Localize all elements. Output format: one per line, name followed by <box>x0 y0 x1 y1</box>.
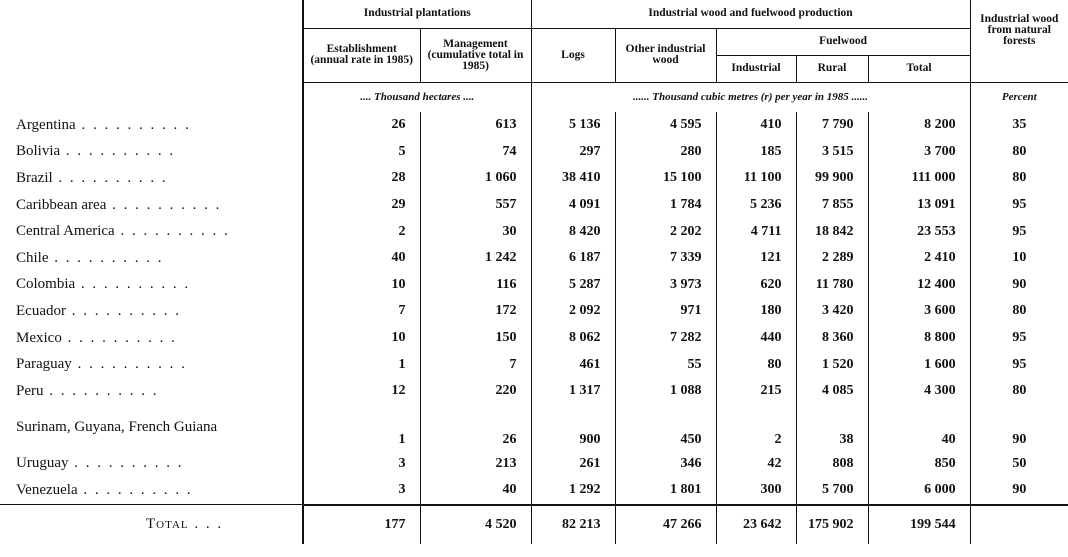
leader-dots: . . . . . . . . . . <box>65 302 181 319</box>
country-label: Brazil . . . . . . . . . . <box>0 165 303 192</box>
total-mgmt: 4 520 <box>420 505 531 544</box>
table-row <box>0 477 1068 505</box>
cell-pct: 50 <box>970 451 1068 478</box>
cell-est: 28 <box>303 165 420 192</box>
cell-other: 971 <box>615 298 716 325</box>
cell-logs: 38 410 <box>531 165 615 192</box>
header-establishment: Establishment (annual rate in 1985) <box>303 28 420 82</box>
unit-cubic-metres: ...... Thousand cubic metres (r) per year in 1985 ...... <box>531 82 970 112</box>
cell-ind: 215 <box>716 378 796 405</box>
unit-hectares: .... Thousand hectares .... <box>303 82 531 112</box>
cell-logs: 6 187 <box>531 245 615 272</box>
table-row <box>0 272 1068 299</box>
cell-total: 6 000 <box>868 477 970 505</box>
cell-est: 40 <box>303 245 420 272</box>
cell-rural: 38 <box>796 405 868 451</box>
cell-ind: 2 <box>716 405 796 451</box>
header-management: Management (cumulative total in 1985) <box>420 28 531 82</box>
cell-other: 2 202 <box>615 218 716 245</box>
leader-dots: . . . . . . . . . . <box>61 329 177 346</box>
total-est: 177 <box>303 505 420 544</box>
cell-total: 111 000 <box>868 165 970 192</box>
cell-ind: 440 <box>716 325 796 352</box>
country-label: Colombia . . . . . . . . . . <box>0 272 303 299</box>
cell-ind: 5 236 <box>716 192 796 219</box>
leader-dots: . . . . . . . . . . <box>75 116 191 133</box>
cell-ind: 185 <box>716 139 796 166</box>
cell-pct: 80 <box>970 139 1068 166</box>
cell-logs: 1 292 <box>531 477 615 505</box>
cell-pct: 95 <box>970 218 1068 245</box>
cell-ind: 4 711 <box>716 218 796 245</box>
cell-pct: 95 <box>970 351 1068 378</box>
leader-dots: . . . . . . . . . . <box>106 196 222 213</box>
country-label: Peru . . . . . . . . . . <box>0 378 303 405</box>
cell-est: 10 <box>303 272 420 299</box>
leader-dots: . . . . . . . . . . <box>75 276 191 293</box>
total-row <box>0 505 1068 544</box>
total-label: Total . . . <box>0 505 303 544</box>
cell-other: 7 339 <box>615 245 716 272</box>
cell-est: 7 <box>303 298 420 325</box>
cell-rural: 11 780 <box>796 272 868 299</box>
cell-other: 450 <box>615 405 716 451</box>
cell-mgmt: 40 <box>420 477 531 505</box>
cell-total: 23 553 <box>868 218 970 245</box>
cell-total: 2 410 <box>868 245 970 272</box>
table-row <box>0 139 1068 166</box>
cell-pct: 90 <box>970 477 1068 505</box>
cell-pct: 80 <box>970 378 1068 405</box>
cell-logs: 297 <box>531 139 615 166</box>
cell-pct: 90 <box>970 272 1068 299</box>
table-row <box>0 378 1068 405</box>
country-label: Bolivia . . . . . . . . . . <box>0 139 303 166</box>
cell-pct: 90 <box>970 405 1068 451</box>
cell-est: 1 <box>303 351 420 378</box>
cell-pct: 35 <box>970 112 1068 139</box>
header-fuelwood: Fuelwood <box>716 28 970 55</box>
cell-logs: 1 317 <box>531 378 615 405</box>
unit-percent: Percent <box>970 82 1068 112</box>
cell-other: 346 <box>615 451 716 478</box>
country-label: Paraguay . . . . . . . . . . <box>0 351 303 378</box>
country-label: Uruguay . . . . . . . . . . <box>0 451 303 478</box>
cell-other: 280 <box>615 139 716 166</box>
cell-rural: 7 855 <box>796 192 868 219</box>
cell-other: 15 100 <box>615 165 716 192</box>
country-label: Ecuador . . . . . . . . . . <box>0 298 303 325</box>
cell-other: 55 <box>615 351 716 378</box>
cell-rural: 2 289 <box>796 245 868 272</box>
cell-ind: 42 <box>716 451 796 478</box>
table-row <box>0 192 1068 219</box>
cell-est: 1 <box>303 405 420 451</box>
table-row <box>0 325 1068 352</box>
total-ind: 23 642 <box>716 505 796 544</box>
cell-logs: 461 <box>531 351 615 378</box>
header-fuel-rural: Rural <box>796 55 868 82</box>
cell-other: 3 973 <box>615 272 716 299</box>
country-label: Mexico . . . . . . . . . . <box>0 325 303 352</box>
table-row <box>0 218 1068 245</box>
table-row <box>0 351 1068 378</box>
cell-total: 3 600 <box>868 298 970 325</box>
cell-pct: 10 <box>970 245 1068 272</box>
country-label: Chile . . . . . . . . . . <box>0 245 303 272</box>
leader-dots: . . . . . . . . . . <box>77 482 193 499</box>
cell-pct: 80 <box>970 165 1068 192</box>
table-row <box>0 165 1068 192</box>
country-label: Venezuela . . . . . . . . . . <box>0 477 303 505</box>
cell-mgmt: 74 <box>420 139 531 166</box>
cell-est: 26 <box>303 112 420 139</box>
leader-dots: . . . . . . . . . . <box>48 249 164 266</box>
total-logs: 82 213 <box>531 505 615 544</box>
cell-est: 12 <box>303 378 420 405</box>
header-wood-production: Industrial wood and fuelwood production <box>531 0 970 28</box>
cell-other: 1 784 <box>615 192 716 219</box>
table-row <box>0 451 1068 478</box>
leader-dots: . . . . . . . . . . <box>71 356 187 373</box>
header-fuel-total: Total <box>868 55 970 82</box>
cell-mgmt: 613 <box>420 112 531 139</box>
cell-rural: 3 420 <box>796 298 868 325</box>
cell-ind: 80 <box>716 351 796 378</box>
table-row <box>0 245 1068 272</box>
cell-rural: 5 700 <box>796 477 868 505</box>
cell-logs: 900 <box>531 405 615 451</box>
cell-ind: 11 100 <box>716 165 796 192</box>
cell-rural: 7 790 <box>796 112 868 139</box>
table-row <box>0 405 1068 451</box>
country-label: Central America . . . . . . . . . . <box>0 218 303 245</box>
cell-mgmt: 213 <box>420 451 531 478</box>
cell-rural: 8 360 <box>796 325 868 352</box>
cell-total: 8 200 <box>868 112 970 139</box>
cell-ind: 410 <box>716 112 796 139</box>
cell-ind: 121 <box>716 245 796 272</box>
header-other-industrial-wood: Other industrial wood <box>615 28 716 82</box>
cell-total: 1 600 <box>868 351 970 378</box>
cell-est: 10 <box>303 325 420 352</box>
total-rural: 175 902 <box>796 505 868 544</box>
cell-pct: 95 <box>970 325 1068 352</box>
header-natural-forests: Industrial wood from natural forests <box>970 0 1068 82</box>
cell-logs: 261 <box>531 451 615 478</box>
cell-est: 3 <box>303 477 420 505</box>
cell-ind: 180 <box>716 298 796 325</box>
cell-mgmt: 116 <box>420 272 531 299</box>
cell-est: 3 <box>303 451 420 478</box>
cell-total: 40 <box>868 405 970 451</box>
cell-rural: 3 515 <box>796 139 868 166</box>
country-label: Argentina . . . . . . . . . . <box>0 112 303 139</box>
cell-total: 13 091 <box>868 192 970 219</box>
cell-logs: 2 092 <box>531 298 615 325</box>
cell-logs: 4 091 <box>531 192 615 219</box>
cell-logs: 5 136 <box>531 112 615 139</box>
cell-mgmt: 220 <box>420 378 531 405</box>
cell-total: 3 700 <box>868 139 970 166</box>
cell-mgmt: 557 <box>420 192 531 219</box>
cell-mgmt: 30 <box>420 218 531 245</box>
cell-logs: 8 420 <box>531 218 615 245</box>
cell-mgmt: 1 060 <box>420 165 531 192</box>
cell-pct: 80 <box>970 298 1068 325</box>
header-logs: Logs <box>531 28 615 82</box>
leader-dots: . . . . . . . . . . <box>68 455 184 472</box>
cell-rural: 18 842 <box>796 218 868 245</box>
cell-other: 1 801 <box>615 477 716 505</box>
cell-pct: 95 <box>970 192 1068 219</box>
stub-header <box>0 0 303 82</box>
cell-mgmt: 26 <box>420 405 531 451</box>
cell-rural: 808 <box>796 451 868 478</box>
cell-mgmt: 150 <box>420 325 531 352</box>
cell-ind: 620 <box>716 272 796 299</box>
cell-total: 850 <box>868 451 970 478</box>
cell-rural: 99 900 <box>796 165 868 192</box>
cell-est: 2 <box>303 218 420 245</box>
cell-total: 4 300 <box>868 378 970 405</box>
cell-mgmt: 172 <box>420 298 531 325</box>
cell-est: 29 <box>303 192 420 219</box>
cell-est: 5 <box>303 139 420 166</box>
cell-logs: 8 062 <box>531 325 615 352</box>
cell-rural: 1 520 <box>796 351 868 378</box>
leader-dots: . . . . . . . . . . <box>43 382 159 399</box>
cell-other: 7 282 <box>615 325 716 352</box>
leader-dots: . . . . . . . . . . <box>114 223 230 240</box>
country-label: Surinam, Guyana, French Guiana <box>0 405 303 451</box>
cell-logs: 5 287 <box>531 272 615 299</box>
total-other: 47 266 <box>615 505 716 544</box>
total-total: 199 544 <box>868 505 970 544</box>
cell-mgmt: 1 242 <box>420 245 531 272</box>
header-fuel-industrial: Industrial <box>716 55 796 82</box>
cell-total: 12 400 <box>868 272 970 299</box>
cell-other: 1 088 <box>615 378 716 405</box>
cell-mgmt: 7 <box>420 351 531 378</box>
cell-ind: 300 <box>716 477 796 505</box>
cell-other: 4 595 <box>615 112 716 139</box>
table-row <box>0 112 1068 139</box>
table-row <box>0 298 1068 325</box>
cell-total: 8 800 <box>868 325 970 352</box>
leader-dots: . . . . . . . . . . <box>52 169 168 186</box>
leader-dots: . . . . . . . . . . <box>60 143 176 160</box>
cell-rural: 4 085 <box>796 378 868 405</box>
header-industrial-plantations: Industrial plantations <box>303 0 531 28</box>
country-label: Caribbean area . . . . . . . . . . <box>0 192 303 219</box>
